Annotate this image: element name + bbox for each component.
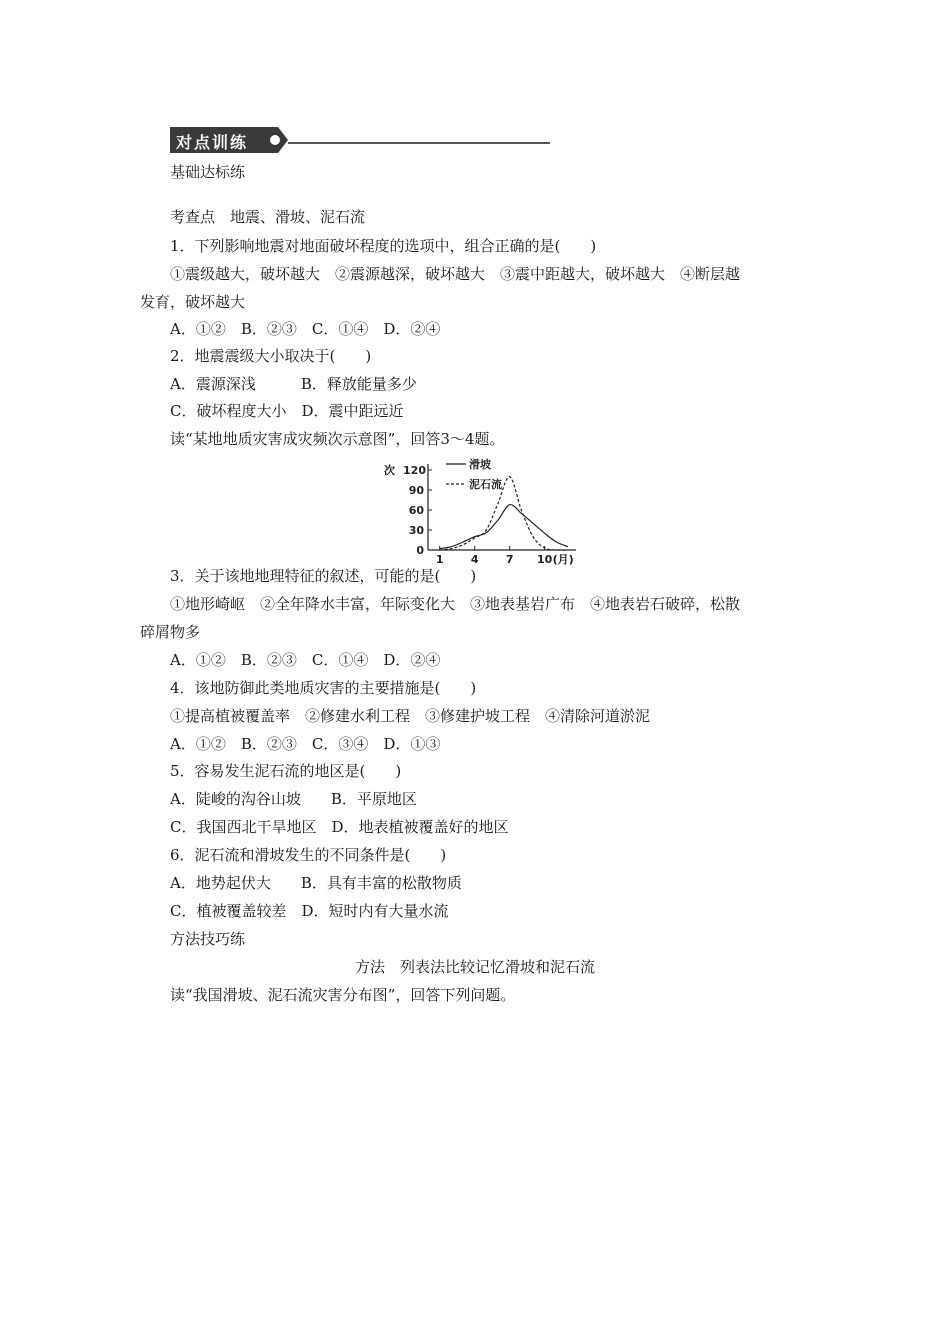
q6-stem: 6．泥石流和滑坡发生的不同条件是( ) [170,846,447,864]
q2-options-cd: C．破坏程度大小 D．震中距远近 [170,402,404,420]
q3-items-1: ①地形崎岖 ②全年降水丰富，年际变化大 ③地表基岩广布 ④地表岩石破碎，松散 [170,595,741,613]
y-tick-label: 60 [408,504,424,517]
x-tick-label: 1 [435,553,444,566]
q1-options: A．①② B．②③ C．①④ D．②④ [170,320,441,338]
q4-items: ①提高植被覆盖率 ②修建水利工程 ③修建护坡工程 ④清除河道淤泥 [170,707,651,725]
y-tick-label: 120 [403,464,426,477]
q1-stem: 1．下列影响地震对地面破坏程度的选项中，组合正确的是( ) [170,237,597,255]
chart-axes [428,464,576,550]
chart-series [440,477,568,551]
q6-options-cd: C．植被覆盖较差 D．短时内有大量水流 [170,902,449,920]
disaster-frequency-chart [380,454,590,570]
x-tick-label: 4 [470,553,479,566]
banner-rule [288,142,550,144]
exam-point: 考查点 地震、滑坡、泥石流 [170,208,366,226]
y-axis-label: 次 [384,464,395,477]
x-tick-label: 10 [537,553,553,566]
section-banner [170,127,550,153]
q6-options-ab: A．地势起伏大 B．具有丰富的松散物质 [170,874,462,892]
q5-options-ab: A．陡峻的沟谷山坡 B．平原地区 [170,790,417,808]
x-axis-label: (月) [552,553,574,566]
reading-prompt-2: 读“我国滑坡、泥石流灾害分布图”，回答下列问题。 [170,986,516,1004]
q3-options: A．①② B．②③ C．①④ D．②④ [170,651,441,669]
series-line-1 [440,505,568,549]
banner-title: 对点训练 [176,133,249,152]
q2-stem: 2．地震震级大小取决于( ) [170,347,372,365]
legend-label-1: 滑坡 [469,458,491,471]
reading-prompt-1: 读“某地地质灾害成灾频次示意图”，回答3～4题。 [170,430,505,448]
q2-options-ab: A．震源深浅 B．释放能量多少 [170,375,417,393]
y-tick-label: 90 [408,484,424,497]
method-title: 方法 列表法比较记忆滑坡和泥石流 [354,958,595,976]
q5-options-cd: C．我国西北干旱地区 D．地表植被覆盖好的地区 [170,818,509,836]
series-line-2 [440,477,568,551]
q4-stem: 4．该地防御此类地质灾害的主要措施是( ) [170,679,477,697]
q5-stem: 5．容易发生泥石流的地区是( ) [170,762,402,780]
y-tick-label: 30 [408,524,424,537]
q1-items-1: ①震级越大，破坏越大 ②震源越深，破坏越大 ③震中距越大，破坏越大 ④断层越 [170,265,741,283]
q4-options: A．①② B．②③ C．③④ D．①③ [170,735,441,753]
q1-items-2: 发育，破坏越大 [140,293,246,311]
q3-items-2: 碎屑物多 [140,623,201,641]
chart-legend [446,457,502,491]
banner-dot-icon [270,135,280,145]
section-basic: 基础达标练 [170,163,246,181]
x-tick-label: 7 [505,553,514,566]
q3-stem: 3．关于该地地理特征的叙述，可能的是( ) [170,567,477,585]
legend-label-2: 泥石流 [469,478,502,491]
y-tick-label: 0 [416,544,424,557]
section-method: 方法技巧练 [170,930,246,948]
